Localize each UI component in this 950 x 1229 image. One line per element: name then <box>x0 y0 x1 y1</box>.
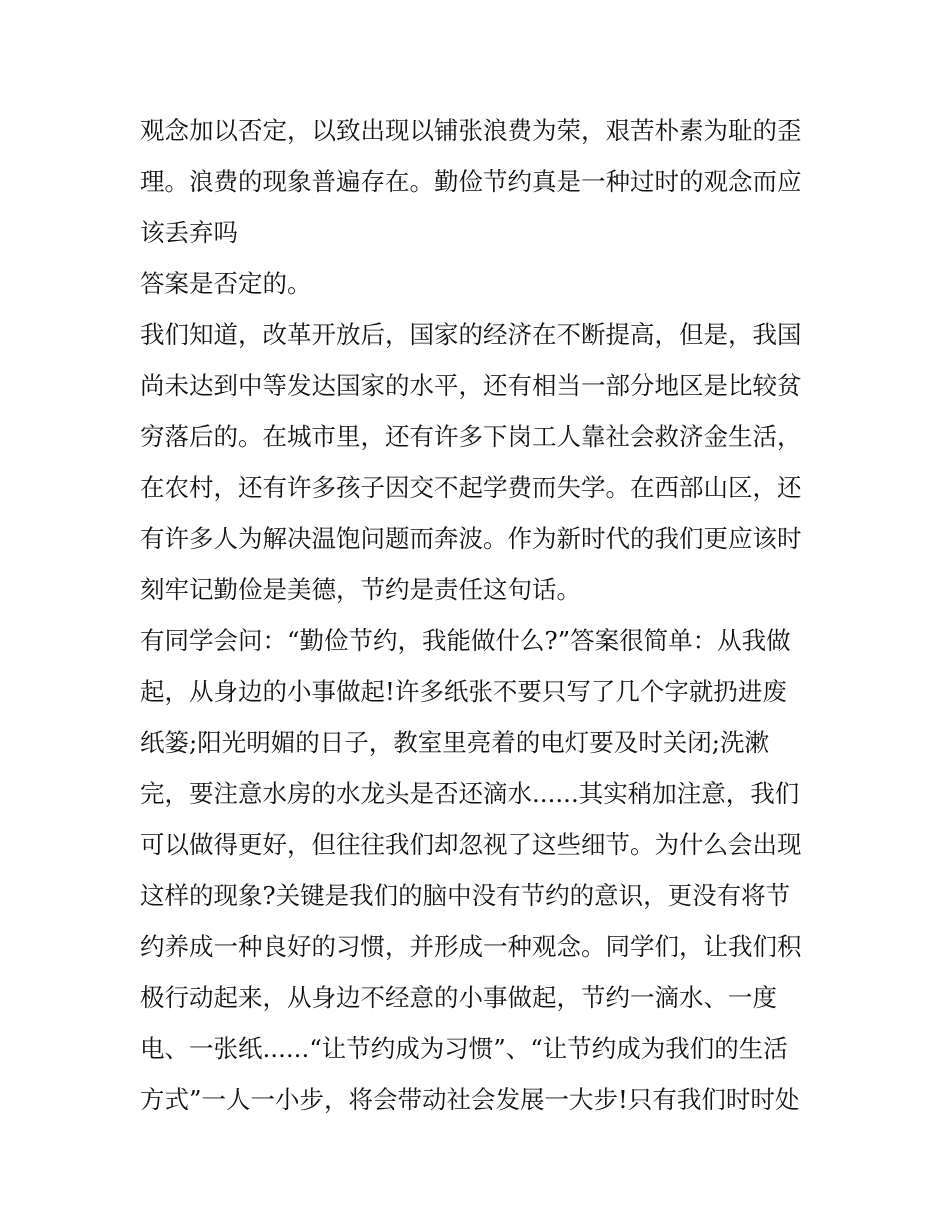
text-line: 有同学会问：“勤俭节约，我能做什么?”答案很简单：从我做 <box>140 626 791 655</box>
text-line: 在农村，还有许多孩子因交不起学费而失学。在西部山区，还 <box>140 473 802 502</box>
text-line: 观念加以否定，以致出现以铺张浪费为荣，艰苦朴素为耻的歪 <box>140 116 802 145</box>
text-line: 该丢弃吗 <box>140 218 238 247</box>
text-line: 理。浪费的现象普遍存在。勤俭节约真是一种过时的观念而应 <box>140 167 802 196</box>
text-line: 约养成一种良好的习惯，并形成一种观念。同学们，让我们积 <box>140 932 802 961</box>
text-line: 这样的现象?关键是我们的脑中没有节约的意识，更没有将节 <box>140 881 791 910</box>
body-text <box>140 105 820 1125</box>
text-line: 穷落后的。在城市里，还有许多下岗工人靠社会救济金生活， <box>140 422 802 451</box>
text-line: 答案是否定的。 <box>140 269 312 298</box>
text-line: 刻牢记勤俭是美德，节约是责任这句话。 <box>140 575 581 604</box>
text-line: 可以做得更好，但往往我们却忽视了这些细节。为什么会出现 <box>140 830 802 859</box>
text-line: 尚未达到中等发达国家的水平，还有相当一部分地区是比较贫 <box>140 371 802 400</box>
text-line: 方式”一人一小步，将会带动社会发展一大步!只有我们时时处 <box>140 1085 800 1114</box>
text-line: 纸篓;阳光明媚的日子，教室里亮着的电灯要及时关闭;洗漱 <box>140 728 770 757</box>
text-line: 完，要注意水房的水龙头是否还滴水......其实稍加注意，我们 <box>140 779 800 808</box>
text-line: 起，从身边的小事做起!许多纸张不要只写了几个字就扔进废 <box>140 677 787 706</box>
text-line: 有许多人为解决温饱问题而奔波。作为新时代的我们更应该时 <box>140 524 802 553</box>
text-line: 我们知道，改革开放后，国家的经济在不断提高，但是，我国 <box>140 320 802 349</box>
text-line: 电、一张纸......“让节约成为习惯”、“让节约成为我们的生活 <box>140 1034 788 1063</box>
text-line: 极行动起来，从身边不经意的小事做起，节约一滴水、一度 <box>140 983 777 1012</box>
